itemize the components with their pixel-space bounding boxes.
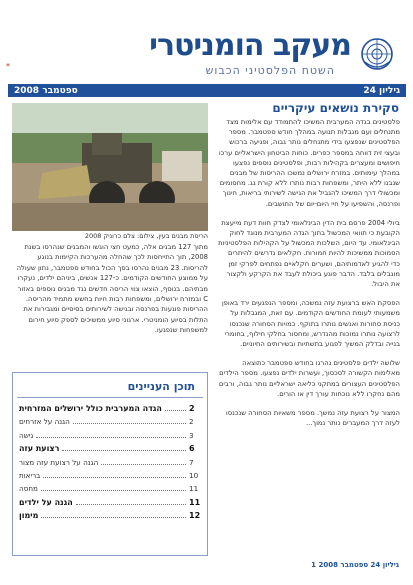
body-paragraph: המצור על רצועת עזה נמשך. מספר משאיות הסחורה שנכנסו לעזה דרך המעברים נותר נמוך... — [225, 409, 400, 428]
left-body-text: מתוך 127 מבנים אלה, כמעט חצי הוגשו והמבנים שנהרסו בשנת 2008, תוך התייחסות לכך שהחלה מהערכות הקיימות בנוגע להריסות. 23 מבנים נהרסו בסך הכול בחודש ספטמבר, נתון שעולה על ממוצע החודשים הקודמים. כ-127 אנשים, ביניהם ילדים, נעקרו מבתיהם. בנוסף, הוצאו צווי הריסה חדשים נגד מבנים נוספים באזור C ובמזרח ירושלים, ומשפחות רבות חיות בחשש מתמיד מהריסה. ההריסות פוגעות בפרנסה ובגישה לשירותים בסיסיים ומגבירות את התלות בסיוע הומניטרי. ארגוני סיוע ממשיכים לספק סיוע חירום למשפחות שנפגעו. — [16, 243, 208, 335]
body-paragraph: הפסקת האש ברצועת עזה נמשכה, ומספר הנפגעים ירד באופן משמעותי לעומת החודשים הקודמים. עם זאת, המגבלות על כניסת סחורות ואנשים נותרו בתוקף. כמויות הסחורה שנכנסו לרצועה נותרו נמוכות מהנדרש, ומחסור בחלקי חילוף, בחומרי בנייה ובדלק המשיך לפגוע בתשתיות ובשירותים החיוניים. — [221, 299, 400, 349]
toc-item-page: 10 — [189, 471, 199, 481]
toc-item-page: 12 — [189, 511, 201, 521]
toc-item-page: 2 — [189, 417, 194, 427]
toc-leader-dots — [41, 517, 186, 518]
photo-caption: הריסת מבנים בעין, צילום: צלם כרוניק 2008 — [84, 232, 208, 240]
toc-item[interactable] — [19, 402, 201, 415]
toc-item-page: 3 — [189, 430, 194, 440]
toc-item-label: רצועת עזה — [19, 444, 60, 454]
bulldozer-photo — [12, 103, 208, 231]
un-emblem-icon — [359, 36, 395, 72]
issue-bar — [8, 84, 406, 97]
toc-item-label: הגנה על רצועת עזה מצור — [19, 457, 99, 467]
toc-item[interactable] — [19, 442, 201, 455]
body-paragraph: ביולי 2004 פרסם בית הדין הבינלאומי לצדק חוות דעת מייעצת הקובעת כי תוואי המכשול בתוך הגדה המערבית מנוגד לחוק הבינלאומי. עד היום, השלכות המכשול על הקהילות הפלסטיניות הסמוכות ממשיכות להיות חמורות. חקלאים נדרשים להיתרים כדי להגיע לאדמותיהם, ושערים חקלאיים נפתחים לפרקי זמן מוגבלים בלבד. הדבר פוגע ביכולת לעבד את הקרקע ולקצור את היבול. — [218, 218, 400, 289]
toc-list — [13, 398, 207, 527]
toc-item-label: בריאות — [19, 471, 41, 481]
issue-date: ספטמבר 2008 — [14, 85, 78, 96]
toc-item[interactable] — [19, 429, 201, 442]
toc-leader-dots — [76, 504, 186, 505]
toc-title: תוכן העניינים — [17, 373, 203, 398]
toc-item-page: 6 — [189, 444, 195, 454]
toc-item[interactable] — [19, 415, 201, 428]
issue-number: גיליון 24 — [363, 85, 400, 96]
toc-item-page: 7 — [189, 457, 194, 467]
header — [0, 0, 413, 84]
toc-leader-dots — [41, 490, 186, 491]
main-column — [218, 117, 400, 437]
header-mark: * — [6, 62, 10, 71]
toc-leader-dots — [36, 437, 186, 438]
toc-item[interactable] — [19, 496, 201, 509]
page-title: מעקב הומניטרי — [149, 28, 351, 63]
toc-item-page: 2 — [189, 404, 195, 413]
toc-leader-dots — [165, 410, 186, 411]
page-subtitle: השטח הפלסטיני הכבוש — [205, 64, 335, 77]
toc-item[interactable] — [19, 456, 201, 469]
toc-item[interactable] — [19, 509, 201, 522]
toc-item-label: גישה — [19, 430, 34, 440]
toc-item[interactable] — [19, 469, 201, 482]
toc-item-label: הגדה המערבית כולל ירושלים המזרחית — [19, 404, 162, 413]
body-paragraph: שלושה ילדים פלסטינים נהרגו בחודש ספטמבר כתוצאה מאלימות הקשורה לסכסוך, ועשרות ילדים נפצעו. מספר הילדים הפלסטינים העצורים במתקני כליאה ישראליים נותר גבוה, ורבים מהם נחקרו ללא נוכחות עורך דין או הורים. — [218, 359, 400, 398]
toc-item-page: 11 — [189, 497, 201, 507]
toc-item-label: מימון — [19, 511, 39, 521]
toc-leader-dots — [101, 464, 186, 465]
toc-leader-dots — [73, 423, 186, 424]
body-paragraph: פלסטינים בגדה המערבית המשיכו להתמודד עם אלימות מצד מתנחלים ועם מגבלות תנועה במהלך חודש ספטמבר. מספר הפלסטינים שנפצעו בידי מתנחלים נותר גבוה, ופגיעה ברכוש ובעצי זית דווחה במספר כפרים. כוחות הביטחון הישראליים ערכו חיפושים ומעצרים בקהילות רבות, ופלסטינים נוספים נפצעו במהלך עימותים. במזרח ירושלים נמשכו ההריסות של מבנים שנבנו ללא היתר, ומשפחות רבות נותרו ללא קורת גג. מחסומים ומכשולי דרך המשיכו להגביל את הגישה לשירותי בריאות, חינוך ופרנסה, והשפיעו על חיי היום-יום של התושבים. — [218, 118, 400, 208]
section-title: סקירת נושאים עיקריים — [272, 101, 399, 115]
toc-leader-dots — [62, 450, 186, 451]
table-of-contents — [12, 372, 208, 556]
toc-leader-dots — [43, 477, 186, 478]
toc-item-label: מחסה — [19, 484, 38, 494]
toc-item-label: הגנה על ילדים — [19, 497, 73, 507]
page-footer: גיליון 24 ספטמבר 2008 1 — [311, 561, 399, 569]
toc-item-label: הגנה על אזרחים — [19, 417, 70, 427]
toc-item[interactable] — [19, 482, 201, 495]
toc-item-page: 11 — [189, 484, 199, 494]
